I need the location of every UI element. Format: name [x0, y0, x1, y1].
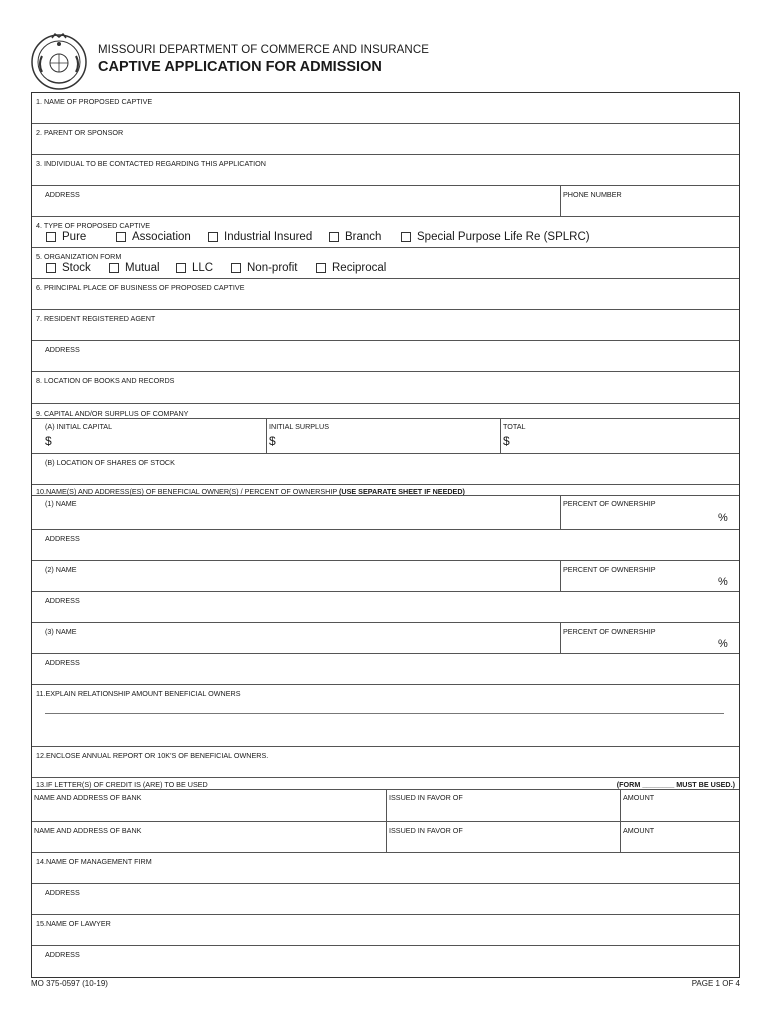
field-label: 12.ENCLOSE ANNUAL REPORT OR 10K'S OF BENEFICIAL OWNERS. [36, 751, 269, 760]
checkbox-icon [329, 232, 339, 242]
field-label: ADDRESS [45, 534, 80, 543]
field-lawyer[interactable] [32, 915, 739, 946]
field-captive-name[interactable] [32, 93, 739, 124]
field-captive-type [32, 217, 739, 248]
field-owner-2 [32, 561, 739, 592]
application-form [31, 92, 740, 978]
percent-input[interactable]: % [718, 512, 728, 524]
field-annual-report [32, 747, 739, 778]
checkbox-association[interactable]: Association [116, 231, 208, 243]
checkbox-icon [109, 263, 119, 273]
field-label: 7. RESIDENT REGISTERED AGENT [36, 314, 156, 323]
field-label: ADDRESS [45, 950, 80, 959]
checkbox-llc[interactable]: LLC [176, 262, 231, 274]
field-label: PERCENT OF OWNERSHIP [563, 565, 656, 574]
favor-input[interactable]: ISSUED IN FAVOR OF [389, 826, 463, 835]
field-label: 11.EXPLAIN RELATIONSHIP AMOUNT BENEFICIAL OWNERS [36, 689, 241, 698]
field-label: TOTAL [503, 422, 526, 431]
total-input[interactable]: $ [503, 434, 510, 448]
checkbox-icon [116, 232, 126, 242]
field-label: (B) LOCATION OF SHARES OF STOCK [45, 458, 175, 467]
field-label: 1. NAME OF PROPOSED CAPTIVE [36, 97, 153, 106]
checkbox-splrc[interactable]: Special Purpose Life Re (SPLRC) [401, 231, 590, 243]
field-label: 6. PRINCIPAL PLACE OF BUSINESS OF PROPOSED CAPTIVE [36, 283, 245, 292]
percent-input[interactable]: % [718, 576, 728, 588]
field-label: 13.IF LETTER(S) OF CREDIT IS (ARE) TO BE USED [36, 780, 208, 789]
writing-line [45, 713, 724, 714]
field-lawyer-address[interactable] [32, 946, 739, 977]
checkbox-non-profit[interactable]: Non-profit [231, 262, 316, 274]
field-management-firm[interactable] [32, 853, 739, 884]
form-note: (FORM ________ MUST BE USED.) [616, 780, 735, 789]
field-label: 3. INDIVIDUAL TO BE CONTACTED REGARDING THIS APPLICATION [36, 159, 266, 168]
field-relationship[interactable] [32, 685, 739, 747]
field-registered-agent[interactable] [32, 310, 739, 341]
checkbox-reciprocal[interactable]: Reciprocal [316, 262, 386, 274]
checkbox-icon [401, 232, 411, 242]
field-label: ADDRESS [45, 888, 80, 897]
checkbox-pure[interactable]: Pure [46, 231, 116, 243]
field-owner-1-address[interactable] [32, 530, 739, 561]
percent-input[interactable]: % [718, 638, 728, 650]
field-owner-3-address[interactable] [32, 654, 739, 685]
field-owner-2-address[interactable] [32, 592, 739, 623]
field-label: (A) INITIAL CAPITAL [45, 422, 113, 431]
checkbox-icon [231, 263, 241, 273]
field-management-address[interactable] [32, 884, 739, 915]
page-number: PAGE 1 OF 4 [691, 979, 740, 988]
field-label: ADDRESS [45, 596, 80, 605]
checkbox-icon [176, 263, 186, 273]
field-label: ADDRESS [45, 658, 80, 667]
field-label: ADDRESS [45, 190, 80, 199]
owner-name-input[interactable]: (1) NAME [45, 499, 77, 508]
checkbox-stock[interactable]: Stock [46, 262, 109, 274]
field-label: 5. ORGANIZATION FORM [36, 252, 122, 261]
field-contact-individual[interactable] [32, 155, 739, 186]
field-label: INITIAL SURPLUS [269, 422, 330, 431]
field-label: 8. LOCATION OF BOOKS AND RECORDS [36, 376, 175, 385]
field-label: 2. PARENT OR SPONSOR [36, 128, 124, 137]
field-label: 15.NAME OF LAWYER [36, 919, 111, 928]
field-agent-address[interactable] [32, 341, 739, 372]
field-label: 14.NAME OF MANAGEMENT FIRM [36, 857, 152, 866]
field-owner-3 [32, 623, 739, 654]
field-label: 10.NAME(S) AND ADDRESS(ES) OF BENEFICIAL OWNER(S) / PERCENT OF OWNERSHIP (USE SEPARATE SHEET IF NEEDED) [36, 487, 465, 496]
checkbox-branch[interactable]: Branch [329, 231, 401, 243]
field-label: 9. CAPITAL AND/OR SURPLUS OF COMPANY [36, 409, 189, 418]
field-shares-location[interactable] [32, 454, 739, 485]
field-organization-form [32, 248, 739, 279]
form-number: MO 375-0597 (10-19) [31, 979, 108, 988]
field-books-location[interactable] [32, 372, 739, 404]
field-letter-of-credit-1 [32, 778, 739, 822]
field-label: PHONE NUMBER [563, 190, 622, 199]
owner-name-input[interactable]: (3) NAME [45, 627, 77, 636]
amount-input[interactable]: AMOUNT [623, 826, 655, 835]
checkbox-industrial-insured[interactable]: Industrial Insured [208, 231, 329, 243]
field-contact-address-row [32, 186, 739, 217]
bank-input[interactable]: NAME AND ADDRESS OF BANK [34, 793, 142, 802]
field-parent-sponsor[interactable] [32, 124, 739, 155]
checkbox-icon [46, 232, 56, 242]
owner-name-input[interactable]: (2) NAME [45, 565, 77, 574]
checkbox-icon [46, 263, 56, 273]
initial-capital-input[interactable]: $ [45, 434, 52, 448]
field-principal-place[interactable] [32, 279, 739, 310]
field-capital-surplus [32, 404, 739, 454]
field-label: ADDRESS [45, 345, 80, 354]
amount-input[interactable]: AMOUNT [623, 793, 655, 802]
field-label: PERCENT OF OWNERSHIP [563, 499, 656, 508]
favor-input[interactable]: ISSUED IN FAVOR OF [389, 793, 463, 802]
field-owner-1 [32, 485, 739, 530]
field-letter-of-credit-2 [32, 822, 739, 853]
initial-surplus-input[interactable]: $ [269, 434, 276, 448]
agency-name: MISSOURI DEPARTMENT OF COMMERCE AND INSURANCE [98, 44, 430, 56]
bank-input[interactable]: NAME AND ADDRESS OF BANK [34, 826, 142, 835]
checkbox-icon [208, 232, 218, 242]
missouri-state-seal [30, 30, 88, 94]
field-label: PERCENT OF OWNERSHIP [563, 627, 656, 636]
field-label: 4. TYPE OF PROPOSED CAPTIVE [36, 221, 151, 230]
checkbox-icon [316, 263, 326, 273]
checkbox-mutual[interactable]: Mutual [109, 262, 176, 274]
form-title: CAPTIVE APPLICATION FOR ADMISSION [98, 59, 382, 75]
